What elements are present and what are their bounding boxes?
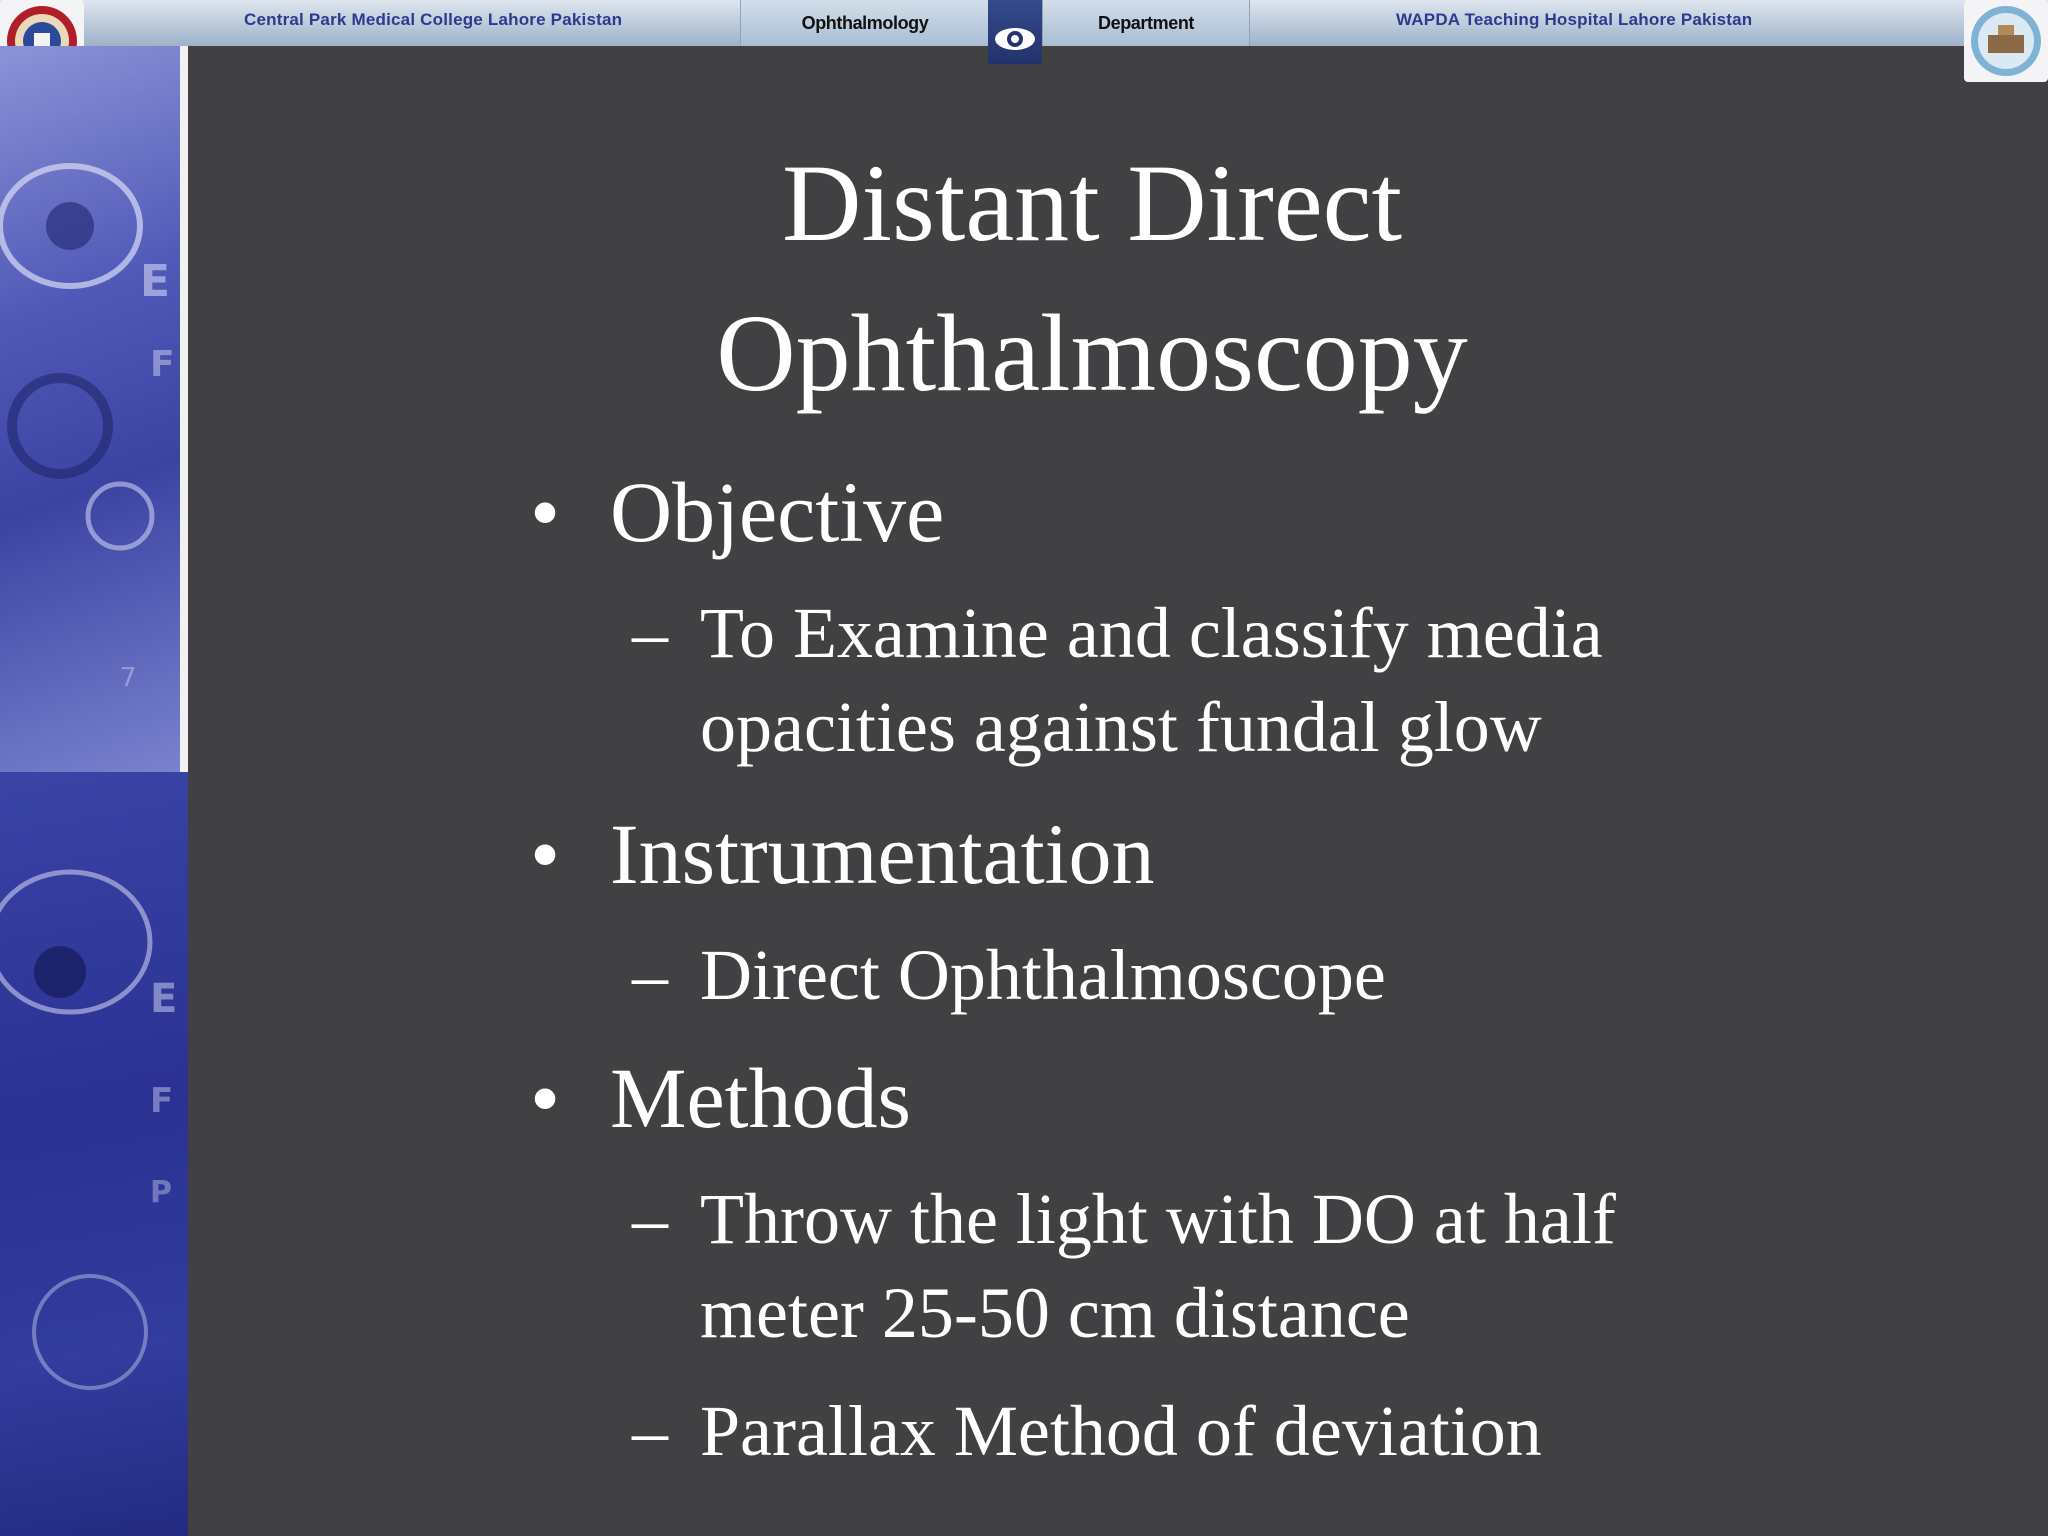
dash-marker: – — [632, 593, 668, 673]
bullet-objective — [530, 462, 944, 562]
sub-item-objective — [632, 586, 1603, 774]
svg-text:E: E — [140, 256, 171, 307]
svg-text:E: E — [150, 976, 178, 1022]
sub-item-line: Throw the light with DO at half — [700, 1179, 1616, 1259]
sub-item-methods-2 — [632, 1384, 1542, 1478]
bullet-marker: • — [530, 1050, 561, 1146]
bullet-heading: Methods — [610, 1050, 911, 1146]
hospital-name: WAPDA Teaching Hospital Lahore Pakistan — [1396, 10, 1753, 29]
dash-marker: – — [632, 1179, 668, 1259]
sub-item-line: Direct Ophthalmoscope — [700, 935, 1386, 1015]
bullet-heading: Objective — [610, 464, 945, 560]
sub-item-instrumentation — [632, 928, 1386, 1022]
bullet-instrumentation — [530, 804, 1155, 904]
sub-item-line: opacities against fundal glow — [700, 687, 1542, 767]
title-line-1: Distant Direct — [781, 142, 1403, 264]
bullet-marker: • — [530, 806, 561, 902]
dash-marker: – — [632, 1391, 668, 1471]
dash-marker: – — [632, 935, 668, 1015]
sub-item-line: Parallax Method of deviation — [700, 1391, 1542, 1471]
svg-text:F: F — [150, 1081, 174, 1121]
title-line-2: Ophthalmoscopy — [716, 292, 1468, 414]
dept-label-department: Department — [1042, 0, 1250, 46]
sub-item-line: meter 25-50 cm distance — [700, 1273, 1410, 1353]
college-name: Central Park Medical College Lahore Pakistan — [244, 10, 623, 29]
bullet-marker: • — [530, 464, 561, 560]
bullet-methods — [530, 1048, 911, 1148]
sub-item-line: To Examine and classify media — [700, 593, 1603, 673]
sub-item-methods-1 — [632, 1172, 1616, 1360]
svg-text:P: P — [150, 1175, 172, 1210]
svg-text:F: F — [150, 344, 175, 385]
svg-text:7: 7 — [120, 663, 137, 693]
dept-label-ophthalmology: Ophthalmology — [740, 0, 990, 46]
bullet-heading: Instrumentation — [610, 806, 1155, 902]
